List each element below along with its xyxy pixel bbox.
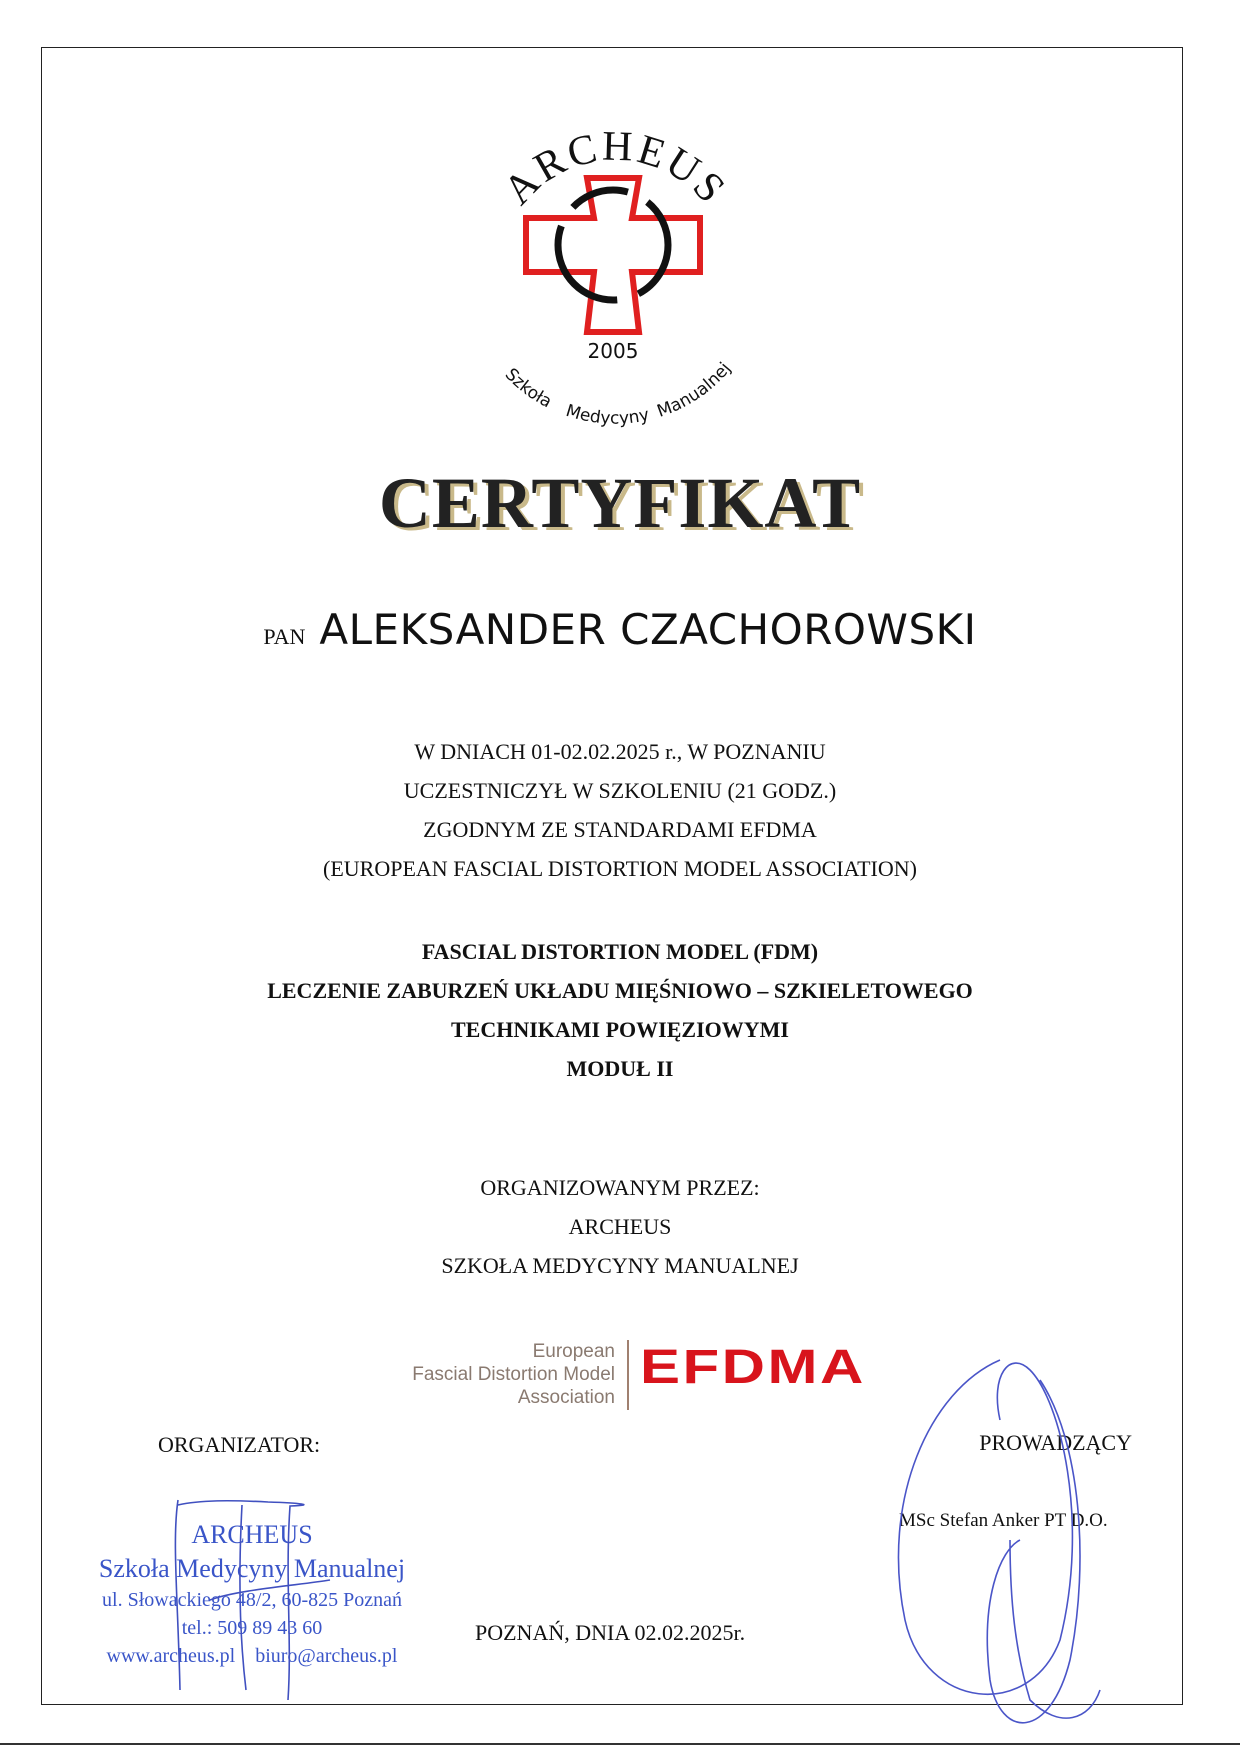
recipient-prefix: PAN <box>263 624 306 649</box>
stamp-line: www.archeus.pl biuro@archeus.pl <box>106 1645 398 1667</box>
organized-by-line: ARCHEUS <box>568 1214 672 1239</box>
course-line: MODUŁ II <box>566 1056 674 1081</box>
organizer-label: ORGANIZATOR: <box>158 1432 321 1457</box>
organized-by-line: ORGANIZOWANYM PRZEZ: <box>480 1175 760 1200</box>
efdma-line: European <box>532 1341 615 1362</box>
cross-icon <box>526 178 700 332</box>
logo-arc-bottom-word: Szkoła <box>500 364 555 413</box>
course-line: LECZENIE ZABURZEŃ UKŁADU MIĘŚNIOWO – SZKIELETOWEGO <box>267 978 973 1003</box>
recipient <box>0 605 1240 654</box>
page-bottom-line <box>0 1743 1240 1745</box>
stamp-line: ARCHEUS <box>191 1520 313 1549</box>
efdma-line: Association <box>517 1387 615 1408</box>
stamp-line: tel.: 509 89 43 60 <box>181 1617 323 1639</box>
archeus-logo <box>460 120 770 450</box>
instructor-label: PROWADZĄCY <box>979 1430 1132 1455</box>
logo-arc-top: ARCHEUS <box>495 123 736 214</box>
details-line: W DNIACH 01-02.02.2025 r., W POZNANIU <box>414 739 826 764</box>
organized-by-line: SZKOŁA MEDYCYNY MANUALNEJ <box>441 1253 799 1278</box>
course-block <box>0 932 1240 1088</box>
instructor-name: MSc Stefan Anker PT D.O. <box>899 1510 1108 1531</box>
organizer-stamp <box>96 1518 408 1670</box>
logo-year: 2005 <box>587 339 639 363</box>
stamp-line: ul. Słowackiego 48/2, 60-825 Poznań <box>102 1589 402 1611</box>
efdma-logo-mark: EFDMA <box>640 1341 866 1394</box>
details-line: ZGODNYM ZE STANDARDAMI EFDMA <box>423 817 817 842</box>
efdma-line: Fascial Distortion Model <box>412 1364 615 1385</box>
stamp-line: Szkoła Medycyny Manualnej <box>98 1554 406 1583</box>
certificate-title: CERTYFIKAT <box>378 463 862 543</box>
logo-arc-bottom-word: Medycyny <box>563 400 652 429</box>
place-date: POZNAŃ, DNIA 02.02.2025r. <box>475 1620 746 1645</box>
logo-arc-bottom <box>501 359 735 429</box>
recipient-name: ALEKSANDER CZACHOROWSKI <box>319 605 977 654</box>
efdma-logo-text <box>380 1340 615 1409</box>
details-line: UCZESTNICZYŁ W SZKOLENIU (21 GODZ.) <box>403 778 837 803</box>
details-line: (EUROPEAN FASCIAL DISTORTION MODEL ASSOCIATION) <box>323 856 917 881</box>
course-line: FASCIAL DISTORTION MODEL (FDM) <box>421 939 819 964</box>
details-block <box>0 732 1240 888</box>
efdma-divider <box>627 1340 629 1410</box>
logo-arc-bottom-word: Manualnej <box>654 358 736 422</box>
organized-by-block <box>0 1168 1240 1285</box>
course-line: TECHNIKAMI POWIĘZIOWYMI <box>451 1017 789 1042</box>
